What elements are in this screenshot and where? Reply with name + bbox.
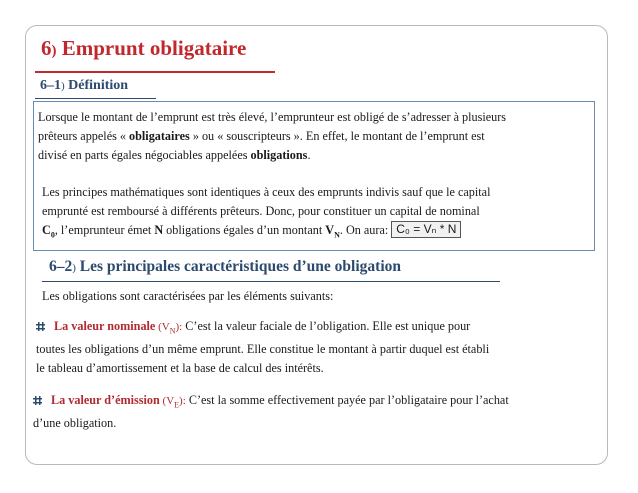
hash-bullet-icon [33, 396, 42, 405]
section-underline [42, 281, 500, 282]
hash-bullet-icon [36, 322, 45, 331]
slide-title: 6) Emprunt obligataire [41, 36, 247, 60]
bullet-nominal-value: La valeur nominale $(V_N)$: C’est la valeur faciale de l’obligation. Elle est unique pour toutes les obligations d’un même emprunt. Elle constitue le montant à partir duquel est établi le tableau d’amortissement et la base de calcul des intérêts. [36, 319, 490, 376]
bullet-issue-value: La valeur d’émission $(V_E)$: C’est la somme effectivement payée par l’obligataire pour l’achat d’une obligation. [33, 393, 509, 431]
formula-box: C₀ = Vₙ * N [391, 221, 461, 238]
definition-paragraph-1: Lorsque le montant de l’emprunt est très élevé, l’emprunteur est obligé de s’adresser à plusieurs prêteurs appelés « obligataires » ou « souscripteurs ». En effet, le montant de l’emprunt est divisé en parts égales négociables appelées obligations. [38, 110, 507, 162]
title-underline [35, 71, 275, 73]
section-heading-definition: 6–1) Définition [40, 78, 129, 93]
definition-paragraph-2: Les principes mathématiques sont identiques à ceux des emprunts indivis sauf que le capital emprunté est remboursé à différents prêteurs. Donc, pour constituer un capital de nominal $C_0$, l’emprunteur émet N obligations égales d’un montant $V_N$. On aura: C₀ = Vₙ * N [42, 185, 491, 240]
section-underline [35, 98, 156, 99]
section-heading-characteristics: 6–2) Les principales caractéristiques d’une obligation [49, 258, 401, 275]
intro-text: Les obligations sont caractérisées par les éléments suivants: [42, 289, 334, 303]
